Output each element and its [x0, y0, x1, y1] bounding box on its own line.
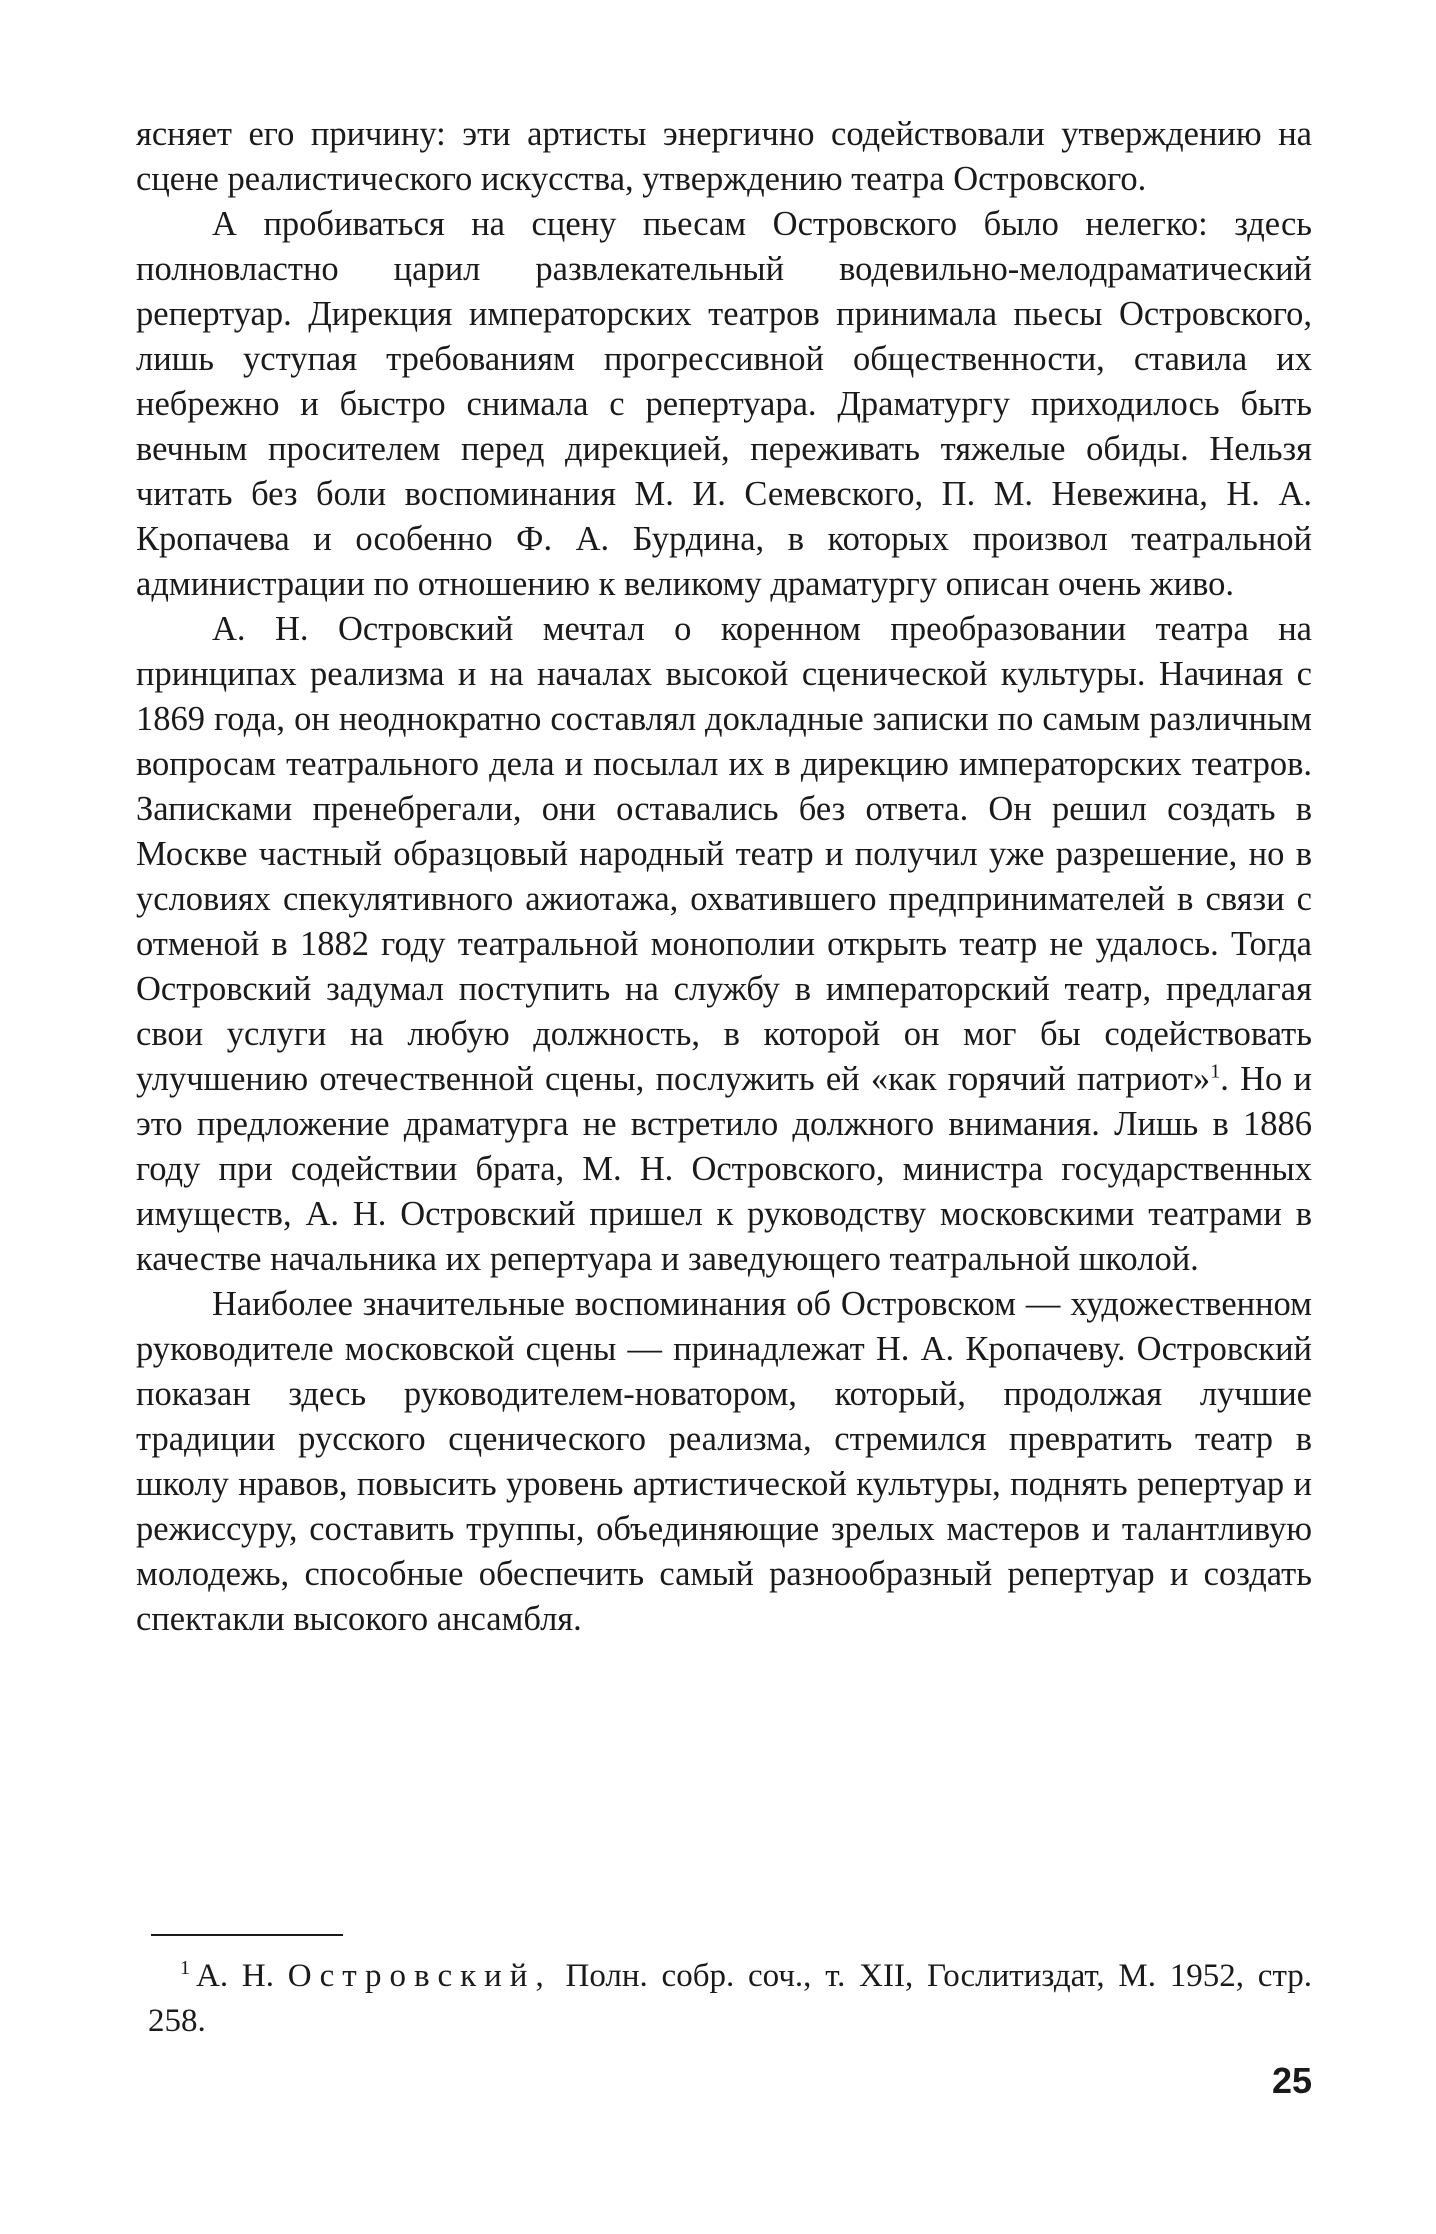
page-number: 25 [1271, 2060, 1312, 2101]
footnote-initials: А. Н. [196, 1958, 274, 1994]
page-body [136, 112, 1312, 1642]
footnote: 1 А. Н. Островский, Полн. собр. соч., т. XII, Гослитиздат, М. 1952, стр. 258. [148, 1957, 1313, 2039]
paragraph-3-text-b: . Но и это предложение драматурга не встретило должного внимания. Лишь в 1886 году при содействии брата, М. Н. Островского, министра государственных имуществ, А. Н. Островский пришел к руководству московскими театрами в качестве начальника их репертуара и заведующего театральной школой. [136, 1060, 1312, 1278]
footnote-reference[interactable]: 1 [1210, 1060, 1221, 1083]
footnote-author: Островский, [287, 1958, 552, 1994]
paragraph-3 [136, 607, 1312, 1282]
footnote-divider [151, 1934, 343, 1936]
footnote-citation: Полн. собр. соч., т. XII, Гослитиздат, М. 1952, стр. 258. [148, 1958, 1313, 2039]
paragraph-2: А пробиваться на сцену пьесам Островского было нелегко: здесь полновластно царил развлекательный водевильно-мелодраматический репертуар. Дирекция императорских театров принимала пьесы Островского, лишь уступая требованиям прогрессивной общественности, ставила их небрежно и быстро снимала с репертуара. Драматургу приходилось быть вечным просителем перед дирекцией, переживать тяжелые обиды. Нельзя читать без боли воспоминания М. И. Семевского, П. М. Невежина, Н. А. Кропачева и особенно Ф. А. Бурдина, в которых произвол театральной администрации по отношению к великому драматургу описан очень живо. [136, 205, 1312, 603]
paragraph-3-text-a: А. Н. Островский мечтал о коренном преобразовании театра на принципах реализма и на началах высокой сценической культуры. Начиная с 1869 года, он неоднократно составлял докладные записки по самым различным вопросам театрального дела и посылал их в дирекцию императорских театров. Записками пренебрегали, они оставались без ответа. Он решил создать в Москве частный образцовый народный театр и получил уже разрешение, но в условиях спекулятивного ажиотажа, охватившего предпринимателей в связи с отменой в 1882 году театральной монополии открыть театр не удалось. Тогда Островский задумал поступить на службу в императорский театр, предлагая свои услуги на любую должность, в которой он мог бы содействовать улучшению отечественной сцены, послужить ей «как горячий патриот» [136, 610, 1312, 1098]
paragraph-4: Наиболее значительные воспоминания об Островском — художественном руководителе московской сцены — принадлежат Н. А. Кропачеву. Островский показан здесь руководителем-новатором, который, продолжая лучшие традиции русского сценического реализма, стремился превратить театр в школу нравов, повысить уровень артистической культуры, поднять репертуар и режиссуру, составить труппы, объединяющие зрелых мастеров и талантливую молодежь, способные обеспечить самый разнообразный репертуар и создать спектакли высокого ансамбля. [136, 1285, 1312, 1638]
paragraph-1: ясняет его причину: эти артисты энергично содействовали утверждению на сцене реалистического искусства, утверждению театра Островского. [136, 115, 1312, 198]
